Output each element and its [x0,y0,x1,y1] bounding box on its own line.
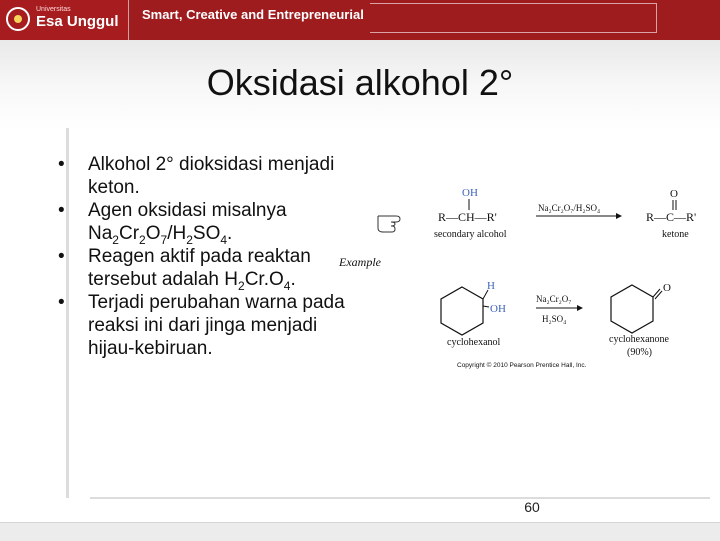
bullet-text: Cr.O [244,269,284,290]
tagline: Smart, Creative and Entrepreneurial [142,7,364,22]
bullet-text: Reagen aktif pada reaktan tersebut adalah H [88,246,311,290]
bullet-text: /H [167,223,187,244]
product-chain: R—C—R' [646,210,697,224]
cyclohexanol-ring [441,287,483,335]
bullet-text: Agen oksidasi misalnya Na [88,200,287,244]
page-number: 60 [524,499,540,515]
product-name-cyclohexanone: cyclohexanone [609,334,669,345]
figure-copyright: Copyright © 2010 Pearson Prentice Hall, Inc. [457,362,587,369]
bullet-subscript: 4 [220,232,228,247]
cyclohexanol-oh-label: OH [490,303,506,315]
product-o-label: O [670,188,678,200]
logo-text: Esa Unggul [36,13,119,30]
product-name-ketone: ketone [662,229,689,240]
ring-bond-oh [483,306,489,307]
bullet-subscript: 2 [112,232,119,247]
bullet-text: . [227,223,233,244]
pointing-hand-icon [378,216,400,232]
cyclohexanone-o-label: O [663,282,671,294]
bullet-text: . [290,269,296,290]
bullet-text: SO [192,223,221,244]
bullet-dot: • [58,154,65,175]
reactant-chain: R—CH—R' [438,210,497,224]
example-label: Example [339,255,381,269]
logo-small-text: Universitas [36,6,71,13]
reagent-label-2-top: Na₂Cr₂O₇ [536,294,572,304]
bullet-dot: • [58,246,65,267]
slide-title: Oksidasi alkohol 2° [206,62,514,103]
bullet-subscript: 7 [160,232,168,247]
reactant-oh-label: OH [462,187,478,199]
cyclohexanone-ring [611,285,653,333]
bullet-subscript: 4 [283,278,291,293]
bullet-text: Cr [118,223,140,244]
arrow-head-1-icon [616,213,622,219]
bullet-text: O [145,223,161,244]
bullet-subscript: 2 [186,232,193,247]
cyclohexanol-h-label: H [487,280,495,292]
bullet-subscript: 2 [139,232,146,247]
bullet-dot: • [58,292,65,313]
product-yield: (90%) [627,347,652,358]
carbonyl-bond-b [655,291,662,299]
carbonyl-bond-a [653,289,660,297]
bullet-dot: • [58,200,65,221]
bullet-text: Alkohol 2° dioksidasi menjadi keton. [88,154,335,198]
bullet-text: Terjadi perubahan warna pada reaksi ini dari jinga menjadi hijau-kebiruan. [88,292,345,359]
reactant-name-secondary-alcohol: secondary alcohol [434,229,507,240]
reactant-name-cyclohexanol: cyclohexanol [447,337,501,348]
bullet-subscript: 2 [238,278,245,293]
arrow-head-2-icon [577,305,583,311]
reagent-label-2-bottom: H₂SO₄ [542,314,567,324]
reagent-label-1: Na₂Cr₂O₇/H₂SO₄ [538,203,601,213]
